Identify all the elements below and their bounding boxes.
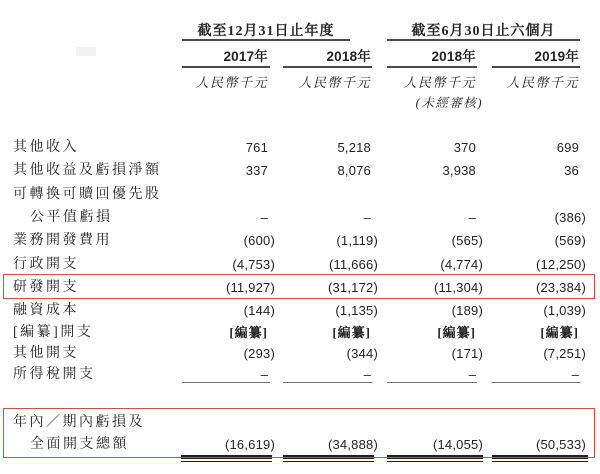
year-2017: 2017年 xyxy=(223,49,268,64)
cell-value: 36 xyxy=(564,163,579,178)
year1-underline xyxy=(182,66,270,68)
cell-value: – xyxy=(468,210,476,225)
highlight-box-total-loss xyxy=(3,408,595,458)
row-label: 行政開支 xyxy=(13,257,79,272)
cell-value: (569) xyxy=(554,233,586,248)
cell-value: – xyxy=(363,210,371,225)
row-label: 年內／期內虧損及 xyxy=(13,415,145,430)
row-label: 業務開發費用 xyxy=(13,233,112,248)
cell-value: [編纂] xyxy=(332,325,371,340)
cell-value: – xyxy=(363,367,371,382)
cell-value: (386) xyxy=(554,210,586,225)
cell-value: 5,218 xyxy=(337,140,371,155)
table-row-other-gains-losses xyxy=(0,159,600,182)
column-group-title-annual: 截至12月31日止年度 xyxy=(197,24,335,39)
cell-value: (189) xyxy=(451,303,483,318)
table-row-other-income xyxy=(0,136,600,159)
currency-unit-row xyxy=(0,71,600,94)
total-value: (34,888) xyxy=(327,437,378,452)
year-2018-interim: 2018年 xyxy=(431,49,476,64)
cell-value: (4,753) xyxy=(232,257,275,272)
cell-value: (565) xyxy=(451,233,483,248)
row-label-indent: 全面開支總額 xyxy=(30,437,129,452)
group2-underline xyxy=(387,39,580,41)
cell-value: (1,135) xyxy=(335,303,378,318)
row-label: 融資成本 xyxy=(13,303,79,318)
cell-value: (7,251) xyxy=(543,346,586,361)
cell-value: (293) xyxy=(243,346,275,361)
total-value: (14,055) xyxy=(432,437,483,452)
unit-label: 人民幣千元 xyxy=(506,75,579,90)
cell-value: (23,384) xyxy=(535,280,586,295)
cell-value: 8,076 xyxy=(337,163,371,178)
year-header-row xyxy=(0,45,600,68)
table-row-redacted-expenses xyxy=(0,321,600,344)
column-group-title-interim: 截至6月30日止六個月 xyxy=(411,24,556,39)
row-label: 其他收益及虧損淨額 xyxy=(13,163,162,178)
cell-value: – xyxy=(260,210,268,225)
unit-label: 人民幣千元 xyxy=(298,75,371,90)
cell-value: [編纂] xyxy=(540,325,579,340)
cell-value: 337 xyxy=(245,163,268,178)
subtotal-rule xyxy=(182,382,270,383)
cell-value: (144) xyxy=(243,303,275,318)
row-label: [編纂]開支 xyxy=(13,325,94,340)
cell-value: (11,927) xyxy=(225,280,275,295)
group1-underline xyxy=(182,39,350,41)
cell-value: (171) xyxy=(451,346,483,361)
cell-value: (344) xyxy=(346,346,378,361)
year2-underline xyxy=(283,66,372,68)
row-label: 其他開支 xyxy=(13,346,79,361)
cell-value: (600) xyxy=(243,233,275,248)
unit-label: 人民幣千元 xyxy=(403,75,476,90)
cell-value: (4,774) xyxy=(440,257,483,272)
cell-value: – xyxy=(260,367,268,382)
cell-value: 699 xyxy=(556,140,579,155)
cell-value: (1,039) xyxy=(543,303,586,318)
cell-value: [編纂] xyxy=(437,325,476,340)
year-2018: 2018年 xyxy=(326,49,371,64)
total-value: (50,533) xyxy=(535,437,586,452)
cell-value: (12,250) xyxy=(535,257,586,272)
row-label: 所得稅開支 xyxy=(13,367,96,382)
year-2019: 2019年 xyxy=(534,49,579,64)
cell-value: 3,938 xyxy=(442,163,476,178)
cell-value: (1,119) xyxy=(336,233,378,248)
table-row-finance-costs xyxy=(0,299,600,322)
cell-value: 370 xyxy=(453,140,476,155)
table-row-preferred-shares-line2 xyxy=(0,206,600,229)
cell-value: (11,304) xyxy=(433,280,483,295)
unaudited-note-row xyxy=(0,92,600,115)
row-label: 可轉換可贖回優先股 xyxy=(13,187,162,202)
highlight-box-rnd-expenses xyxy=(3,274,595,299)
table-row-preferred-shares-line1 xyxy=(0,183,600,206)
subtotal-rule xyxy=(283,382,372,383)
row-label-indent: 公平值虧損 xyxy=(30,210,113,225)
subtotal-rule xyxy=(492,382,580,383)
cell-value: [編纂] xyxy=(229,325,268,340)
year3-underline xyxy=(387,66,477,68)
total-value: (16,619) xyxy=(224,437,275,452)
year4-underline xyxy=(492,66,580,68)
cell-value: (31,172) xyxy=(327,280,378,295)
cell-value: – xyxy=(571,367,579,382)
total-double-rule-lower xyxy=(387,461,483,463)
cell-value: 761 xyxy=(245,140,268,155)
table-row-other-expenses xyxy=(0,342,600,365)
cell-value: – xyxy=(468,367,476,382)
unaudited-note: (未經審核) xyxy=(415,96,483,110)
table-row-administrative xyxy=(0,253,600,276)
cell-value: (11,666) xyxy=(328,257,378,272)
total-double-rule-lower xyxy=(283,461,374,463)
table-row-business-development xyxy=(0,229,600,252)
total-double-rule-lower xyxy=(181,461,272,463)
unit-label: 人民幣千元 xyxy=(195,75,268,90)
row-label: 研發開支 xyxy=(13,280,79,295)
total-double-rule-lower xyxy=(492,461,588,463)
subtotal-rule xyxy=(387,382,477,383)
row-label: 其他收入 xyxy=(13,140,79,155)
